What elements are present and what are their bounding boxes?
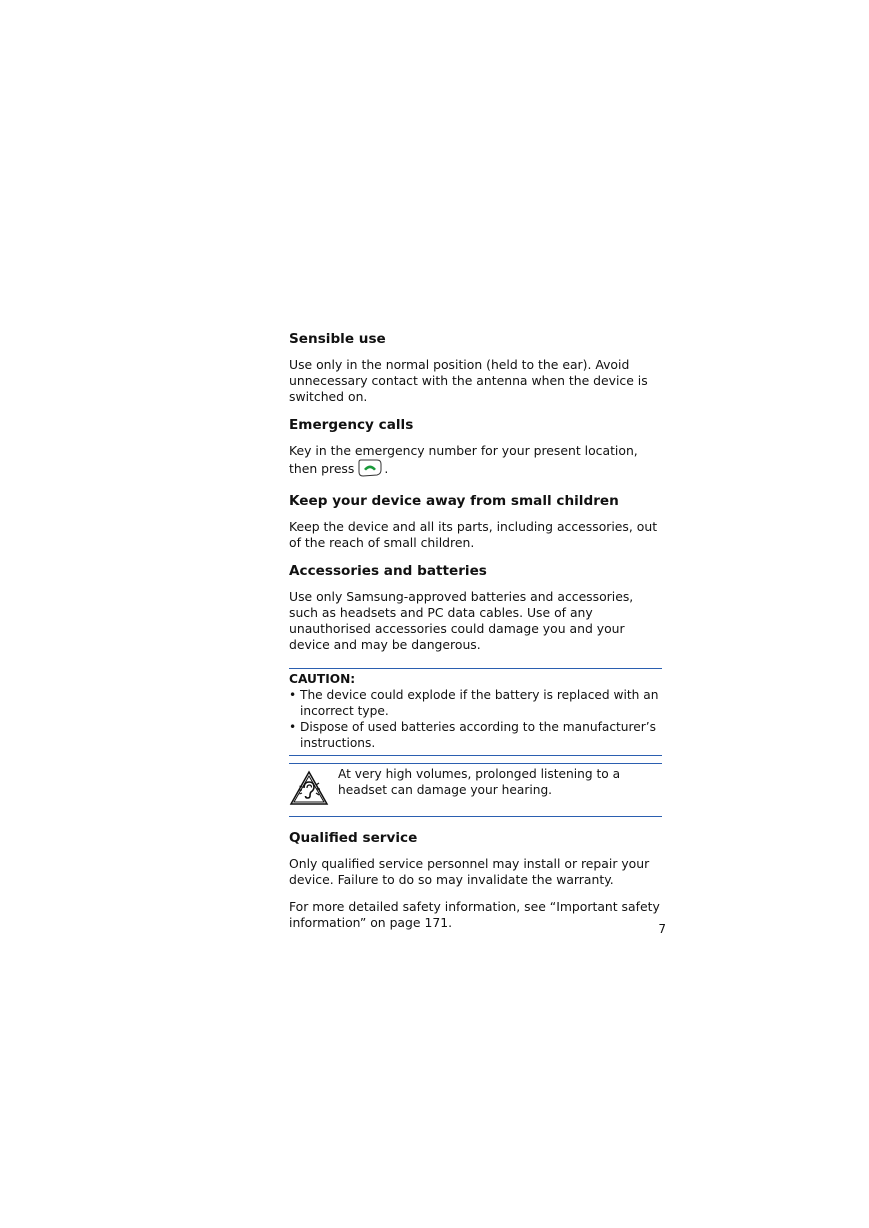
page-number: 7 — [658, 922, 666, 936]
bullet: • — [289, 688, 297, 702]
heading-sensible-use: Sensible use — [289, 331, 386, 347]
caution-item: • The device could explode if the battery is replaced with an incorrect type. — [289, 688, 659, 718]
hearing-warning-icon — [289, 766, 338, 810]
more-info-text: For more detailed safety information, see “Important safety information” on page 171. — [289, 899, 660, 930]
hearing-warning-text: At very high volumes, prolonged listening to a headset can damage your hearing. — [338, 767, 621, 797]
caution-item: • Dispose of used batteries according to the manufacturer’s instructions. — [289, 720, 657, 750]
bullet: • — [289, 720, 297, 734]
heading-qualified-service: Qualified service — [289, 830, 418, 846]
body-emergency-calls — [289, 443, 662, 481]
caution-box — [289, 668, 662, 756]
heading-small-children: Keep your device away from small children — [289, 493, 619, 509]
heading-accessories-batteries: Accessories and batteries — [289, 563, 487, 579]
body-small-children: Keep the device and all its parts, including accessories, out of the reach of small children. — [289, 519, 658, 550]
document-content — [289, 330, 662, 942]
call-key-icon — [357, 459, 383, 481]
emergency-period: . — [384, 461, 389, 476]
caution-title: CAUTION: — [289, 672, 356, 686]
body-qualified-service: Only qualified service personnel may install or repair your device. Failure to do so may invalidate the warranty. — [289, 856, 650, 887]
caution-list — [289, 687, 662, 751]
body-accessories-batteries: Use only Samsung-approved batteries and accessories, such as headsets and PC data cables. Use of any unauthorised accessories could damage you and your device and may be dangerous. — [289, 589, 634, 652]
emergency-text: Key in the emergency number for your present location, then press — [289, 443, 638, 476]
body-sensible-use: Use only in the normal position (held to the ear). Avoid unnecessary contact with the antenna when the device is switched on. — [289, 357, 648, 404]
qualified-service-section — [289, 829, 662, 931]
hearing-warning-box — [289, 763, 662, 817]
heading-emergency-calls: Emergency calls — [289, 417, 414, 433]
